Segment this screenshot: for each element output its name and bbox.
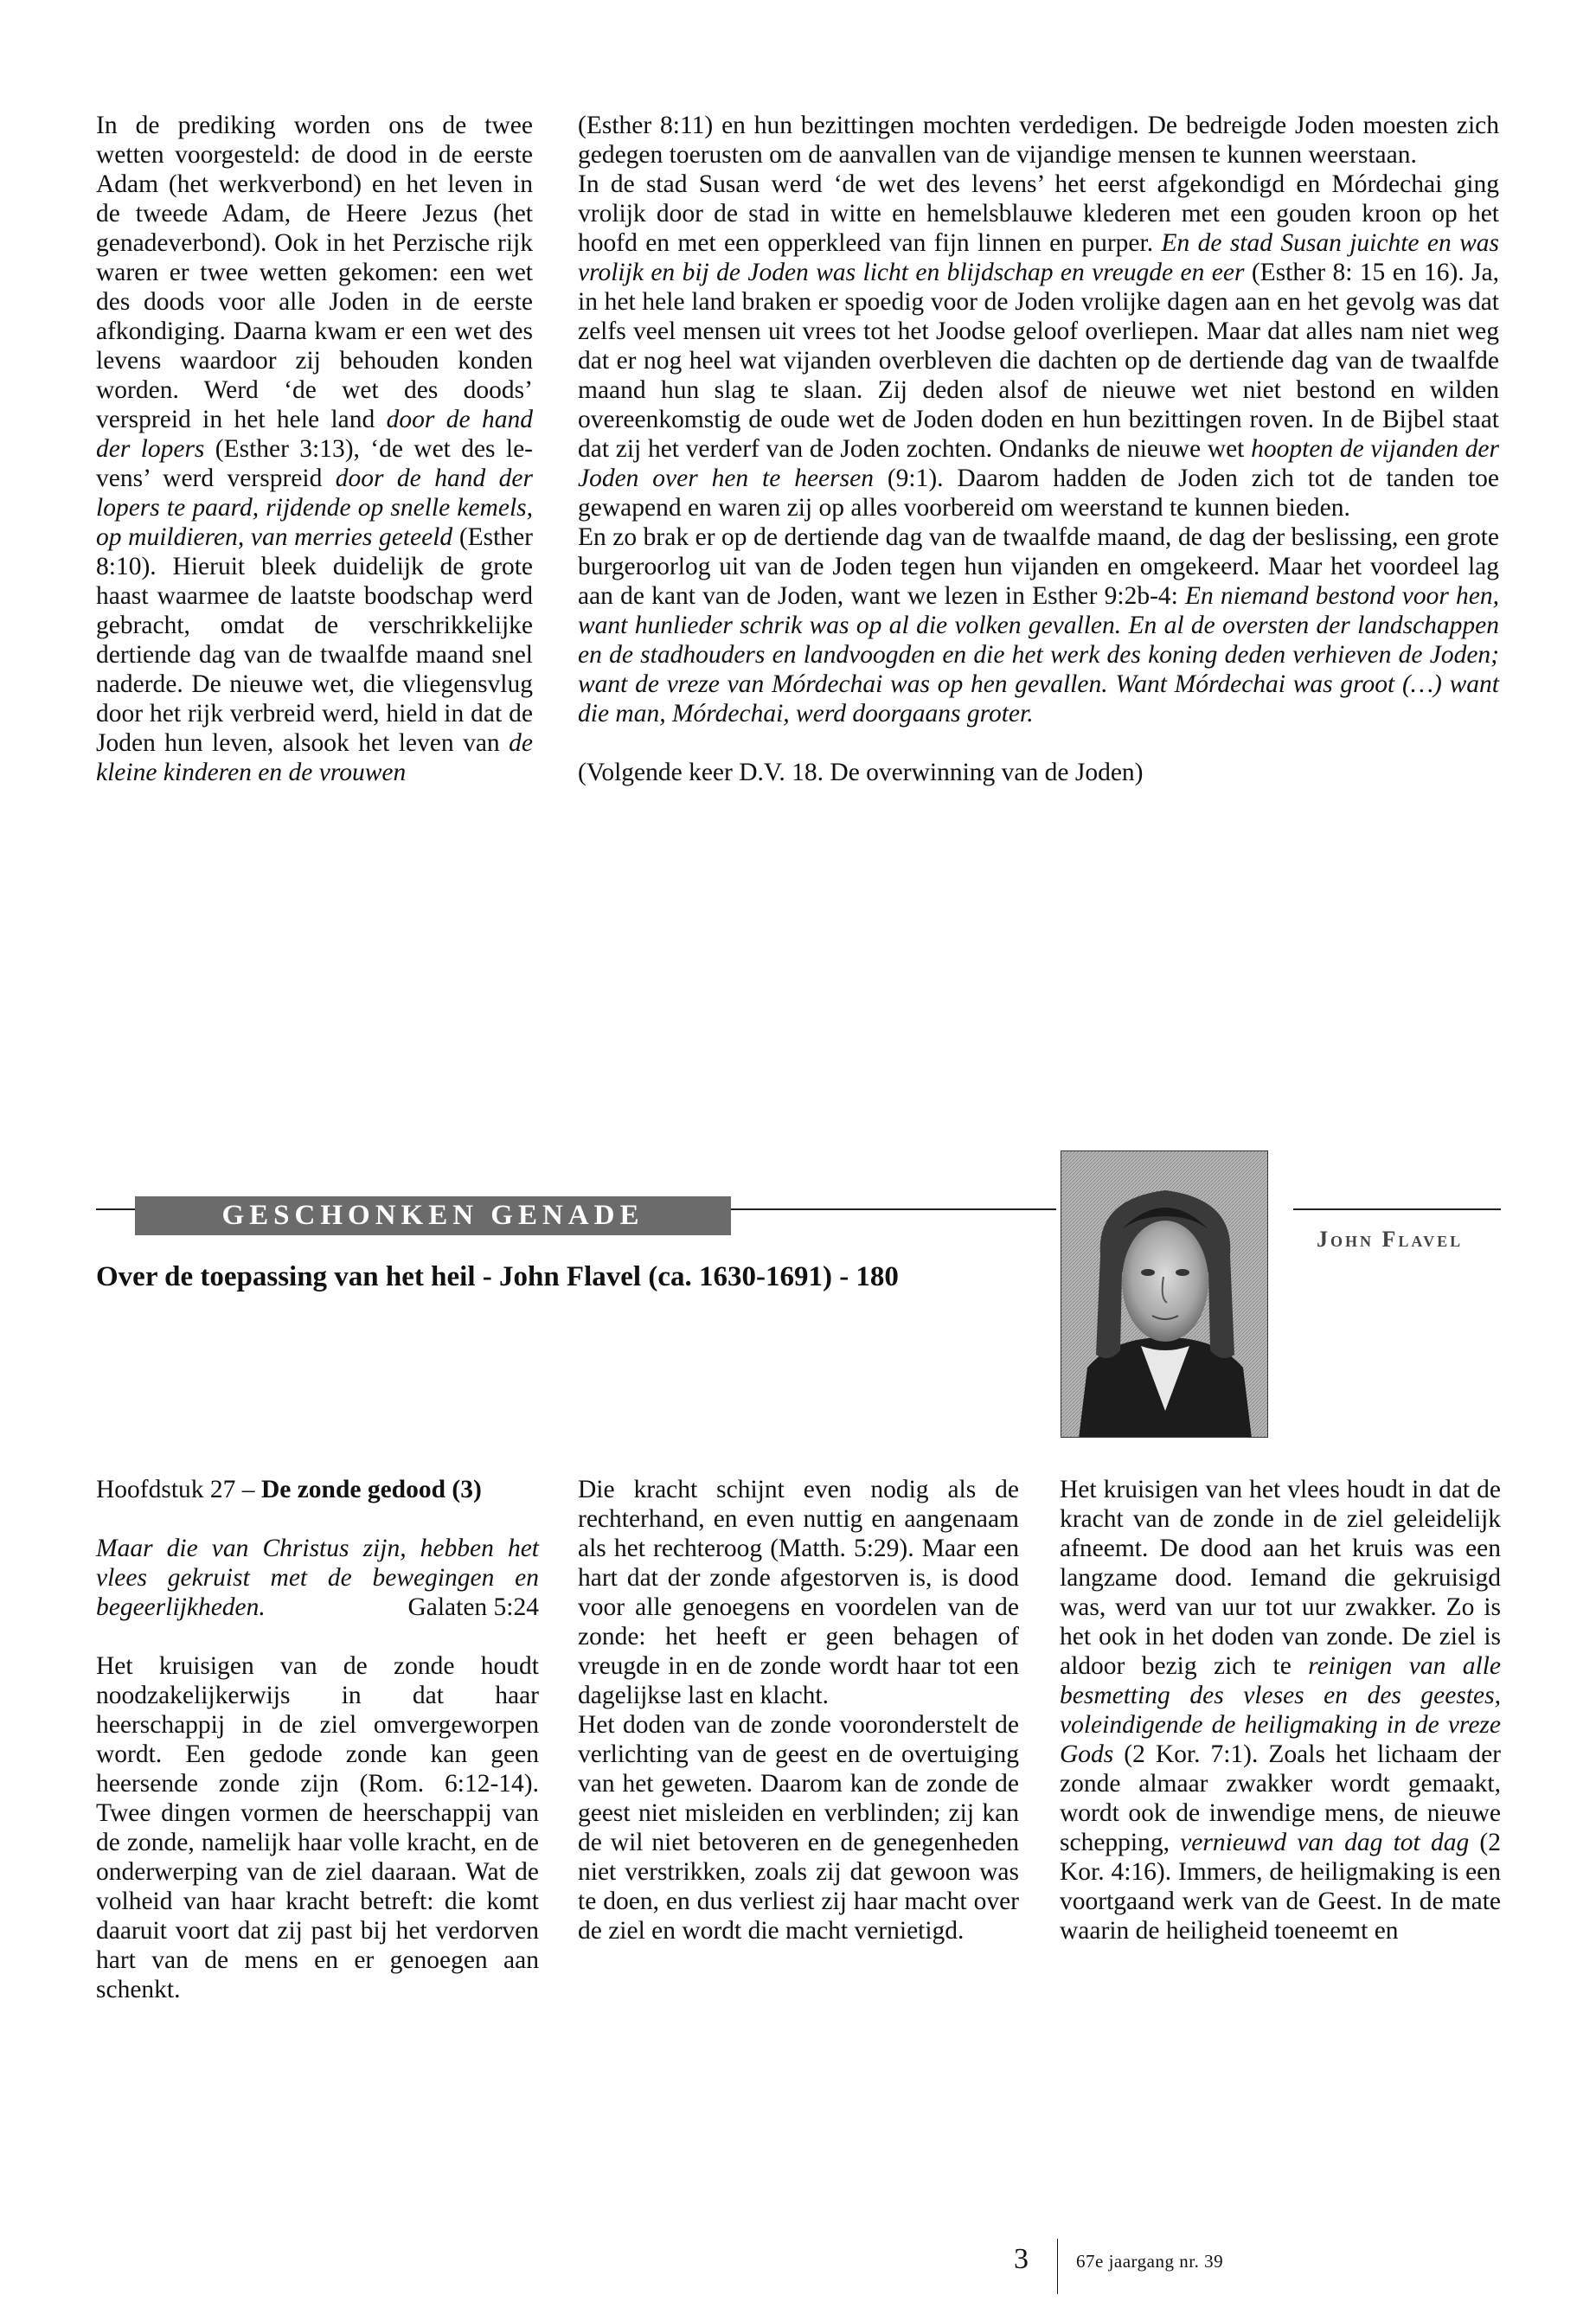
page-number: 3	[1014, 2243, 1029, 2275]
paragraph: Het kruisigen van het vlees houdt in dat de kracht van de zonde in de ziel geleidelijk afneemt. De dood aan het kruis was een langzame dood. Iemand die gekruisigd was, werd van uur tot uur zwakker. Zo is het ook in het doden van zonde. De ziel is aldoor bezig zich te reinigen van alle besmetting des vleses en des geestes, voleindigende de heiligmaking in de vreze Gods (2 Kor. 7:1). Zoals het lichaam der zonde almaar zwakker wordt gemaakt, wordt ook de inwendige mens, de nieuwe schepping, vernieuwd van dag tot dag (2 Kor. 4:16). Immers, de heiligmaking is een voortgaand werk van de Geest. In de mate waarin de heiligheid toeneemt en	[1060, 1476, 1502, 1945]
chapter-heading: Hoofdstuk 27 – De zonde gedood (3)	[96, 1476, 482, 1503]
paragraph: Het kruisigen van de zonde houdt noodzakelijkerwijs in dat haar heerschappij in de ziel omvergeworpen wordt. Een gedode zonde kan geen heersende zonde zijn (Rom. 6:12-14). Twee dingen vormen de heerschappij van de zonde, namelijk haar volle kracht, en de onderwerping van de ziel daaraan. Wat de volheid van haar kracht betreft: die komt daaruit voort dat zij past bij het verdorven hart van de mens en er genoegen aan schenkt.	[96, 1652, 539, 2003]
section-banner: GESCHONKEN GENADE	[135, 1196, 731, 1235]
author-name: John Flavel	[1317, 1227, 1464, 1252]
paragraph: In de prediking worden ons de twee wetten voorgesteld: de dood in de eerste Adam (het werkverbond) en het leven in de tweede Adam, de Heere Jezus (het genadeverbond). Ook in het Perzische rijk waren er twee wetten gekomen: een wet des doods voor alle Joden in de eerste afkondiging. Daarna kwam er een wet des levens waardoor zij behouden konden worden. Werd ‘de wet des doods’ verspreid in het hele land door de hand der lopers (Esther 3:13), ‘de wet des levens’ werd verspreid door de hand der lopers te paard, rijdende op snelle kemels, op muildieren, van merries geteeld (Esther 8:10). Hieruit bleek duidelijk de grote haast waarmee de laatste boodschap werd gebracht, omdat de verschrikkelijke dertiende dag van de twaalfde maand snel naderde. De nieuwe wet, die vliegensvlug door het rijk verbreid werd, hield in dat de Joden hun leven, alsook het leven van de kleine kinderen en de vrouwen	[96, 112, 534, 786]
section-rule-right	[1293, 1208, 1501, 1210]
paragraph: En zo brak er op de dertiende dag van de twaalfde maand, de dag der beslissing, een grote burgeroorlog uit van de Joden tegen hun vijanden en omgekeerd. Maar het voordeel lag aan de kant van de Joden, want we lezen in Esther 9:2b-4: En niemand bestond voor hen, want hunlieder schrik was op al die volken gevallen. En al de oversten der landschappen en de stadhouders en landvoogden en die het werk des koning deden verhieven de Joden; want de vreze van Mórdechai was op hen gevallen. Want Mórdechai was groot (…) want die man, Mórdechai, werd doorgaans groter.	[578, 523, 1499, 727]
paragraph: Het doden van de zonde vooronderstelt de verlichting van de geest en de overtuiging van het geweten. Daarom kan de zonde de geest niet misleiden en verblinden; zij kan de wil niet betoveren en de genegenheden niet verstrikken, zoals zij dat gewoon was te doen, en dus verliest zij haar macht over de ziel en wordt die macht vernietigd.	[578, 1711, 1019, 1945]
paragraph: (Esther 8:11) en hun bezittingen mochten verdedigen. De bedreigde Joden moesten zich gedegen toerusten om de aanvallen van de vijandige mensen te kunnen weerstaan.	[578, 112, 1499, 169]
next-time-note: (Volgende keer D.V. 18. De overwinning van de Joden)	[578, 759, 1144, 786]
footer-divider	[1057, 2239, 1058, 2294]
motto: Maar die van Christus zijn, hebben het vlees gekruist met de bewegingen en begeerlijkheden. Galaten 5:24	[96, 1535, 539, 1621]
article-column-3	[96, 1475, 539, 2004]
paragraph: Die kracht schijnt even nodig als de rechterhand, en even nuttig en aangenaam als het rechteroog (Matth. 5:29). Maar een hart dat der zonde afgestorven is, is dood voor alle genoegens en voordelen van de zonde: het heeft er geen behagen of vreugde in en de zonde wordt haar tot een dagelijkse last en klacht.	[578, 1476, 1019, 1709]
volume-number: 67e jaargang nr. 39	[1076, 2251, 1224, 2272]
section-subtitle: Over de toepassing van het heil - John Flavel (ca. 1630-1691) - 180	[96, 1261, 899, 1292]
article-column-1	[96, 111, 533, 787]
article-column-4	[578, 1475, 1019, 1945]
motto-reference: Galaten 5:24	[407, 1593, 539, 1621]
article-column-5	[1060, 1475, 1501, 1945]
paragraph: In de stad Susan werd ‘de wet des levens’ het eerst afgekondigd en Mórdechai ging vrolijk door de stad in witte en hemelsblauwe klederen met een gouden kroon op het hoofd en met een opperkleed van fijn linnen en purper. En de stad Susan juichte en was vrolijk en bij de Joden was licht en blijdschap en vreugde en eer (Esther 8: 15 en 16). Ja, in het hele land braken er spoedig voor de Joden vrolijke dagen aan en het gevolg was dat zelfs veel mensen uit vrees tot het Joodse geloof overliepen. Maar dat alles nam niet weg dat er nog heel wat vijanden overbleven die dachten op de dertiende dag van de twaalfde maand hun slag te slaan. Zij deden alsof de nieuwe wet niet bestond en wilden overeenkomstig de oude wet de Joden doden en hun bezittingen roven. In de Bijbel staat dat zij het verderf van de Joden zochten. Ondanks de nieuwe wet hoopten de vijanden der Joden over hen te heersen (9:1). Daarom hadden de Joden zich tot de tanden toe gewapend en waren zij op alles voorbereid om weerstand te kunnen bieden.	[578, 170, 1500, 522]
article-column-2	[578, 111, 1499, 787]
author-portrait	[1061, 1150, 1268, 1438]
